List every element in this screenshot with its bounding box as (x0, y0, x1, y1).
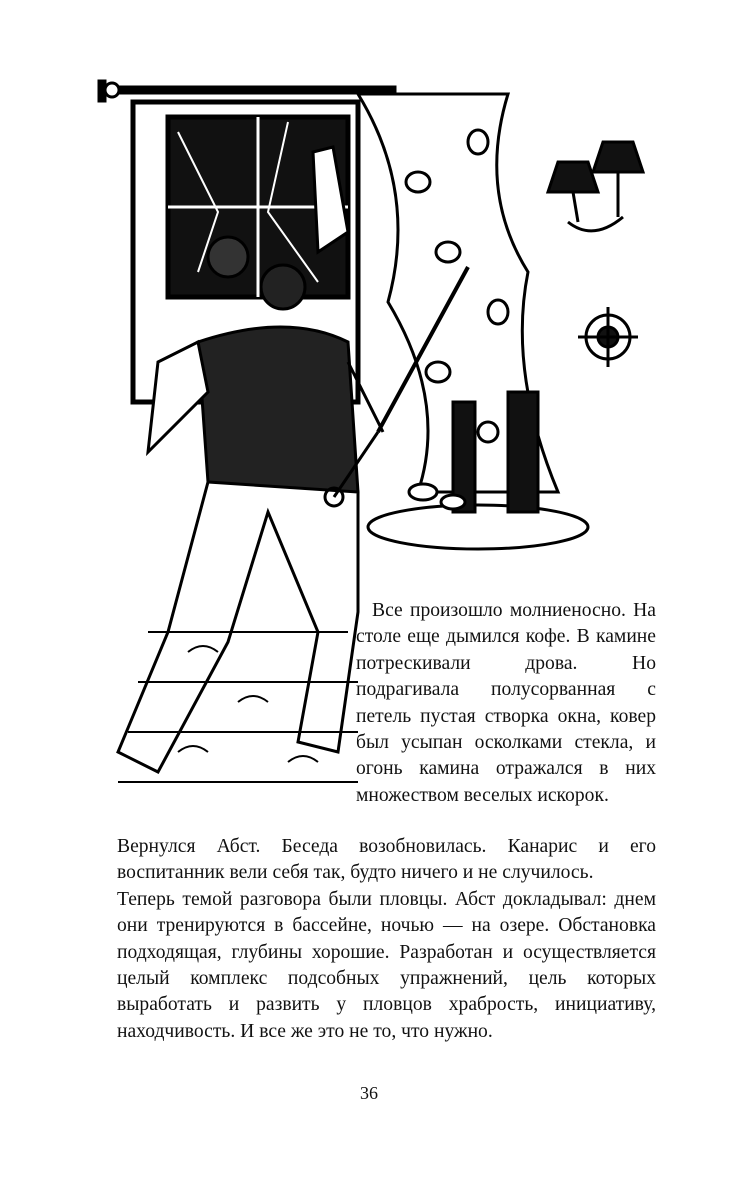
wrapped-paragraph-block (356, 598, 656, 809)
wall-lamp (548, 142, 643, 231)
curtain-rod (98, 80, 396, 102)
paragraph-3: Теперь темой разговора были пловцы. Абст докладывал: днем они тренируются в бассейне, ночью — на озере. Обстановка подходящая, глубины хорошие. Разработан и осуществляется целый комплекс подсобных упражнений, цель которых выработать и развить у пловцов храбрость, инициативу, находчивость. И все же это не то, что нужно. (117, 888, 656, 1042)
paragraph-1: Все произошло молниеносно. На столе еще дымился кофе. В камине потрескивали дрова. Но подрагивала полусорванная с петель пустая створка окна, ковер был усыпан осколками стекла, и огонь камина отражался в них множеством веселых искорок. (356, 600, 656, 806)
paragraph-2: Вернулся Абст. Беседа возобновилась. Канарис и его воспитанник вели себя так, будто ничего и не случилось. (117, 836, 656, 884)
ship-wheel (578, 307, 638, 367)
page-number: 36 (360, 1083, 378, 1103)
body-text-block (117, 834, 656, 1045)
